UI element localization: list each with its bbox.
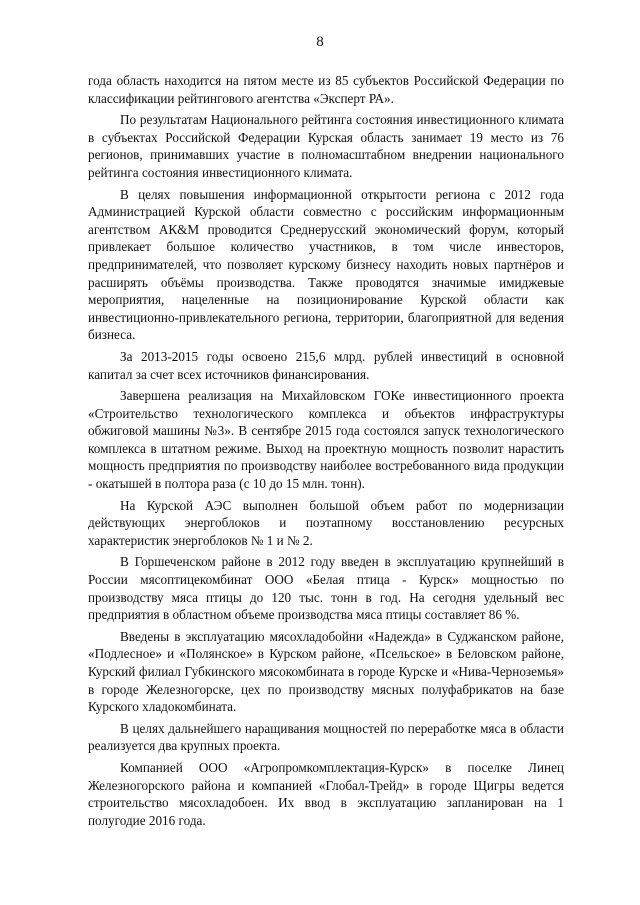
paragraph-kursk-npp: На Курской АЭС выполнен большой объем работ по модернизации действующих энергоблоков и поэтапному восстановлению ресурсных характеристик энергоблоков № 1 и № 2. bbox=[88, 497, 564, 548]
paragraph-ranking-expert: года область находится на пятом месте из 85 субъектов Российской Федерации по классификации рейтингового агентства «Эксперт РА». bbox=[88, 73, 564, 106]
paragraph-national-rating: По результатам Национального рейтинга состояния инвестиционного климата в субъектах Российской Федерации Курская область занимает 19 место из 76 регионов, принимавших участие в полномасштабном внедрении национального рейтинга состояния инвестиционного климата. bbox=[88, 112, 564, 180]
paragraph-economic-forum: В целях повышения информационной открытости региона с 2012 года Администрацией Курской области совместно с российским информационным агентством АК&М проводится Среднерусский экономический форум, который привлекает большое количество участников, в том числе инвесторов, предпринимателей, что позволяет курскому бизнесу находить новых партнёров и расширять объёмы производства. Также проводятся значимые имиджевые мероприятия, нацеленные на позиционирование Курской области как инвестиционно-привлекательного региона, территории, благоприятной для ведения бизнеса. bbox=[88, 186, 564, 343]
paragraph-meat-processing: В целях дальнейшего наращивания мощностей по переработке мяса в области реализуется два крупных проекта. bbox=[88, 720, 564, 754]
page-number: 8 bbox=[316, 34, 324, 50]
paragraph-poultry-plant: В Горшеченском районе в 2012 году введен в эксплуатацию крупнейший в России мясоптицекомбинат ООО «Белая птица - Курск» мощностью по производству мяса птицы до 120 тыс. тонн в год. На сегодня удельный вес предприятия в областном объеме производства мяса птицы составляет 86 %. bbox=[88, 554, 564, 623]
paragraph-slaughterhouses: Введены в эксплуатацию мясохладобойни «Надежда» в Суджанском районе, «Подлесное» и «Полянское» в Курском районе, «Псельское» в Беловском районе, Курский филиал Губкинского мясокомбината в городе Курске и «Нива-Черноземья» в городе Железногорске, цех по производству мясных полуфабрикатов на базе Курского хладокомбината. bbox=[88, 628, 564, 715]
paragraph-mikhailovsky-gok: Завершена реализация на Михайловском ГОКе инвестиционного проекта «Строительство технологического комплекса и объектов инфраструктуры обжиговой машины №3». В сентябре 2015 года состоялся запуск технологического комплекса в штатном режиме. Выход на проектную мощность позволит нарастить мощность предприятия по производству наиболее востребованного вида продукции - окатышей в полтора раза (с 10 до 15 млн. тонн). bbox=[88, 388, 564, 492]
paragraph-investments: За 2013-2015 годы освоено 215,6 млрд. рублей инвестиций в основной капитал за счет всех источников финансирования. bbox=[88, 348, 564, 382]
paragraph-new-projects: Компанией ООО «Агропромкомплектация-Курск» в поселке Линец Железногорского района и компанией «Глобал-Трейд» в городе Щигры ведется строительство мясохладобоен. Их ввод в эксплуатацию запланирован на 1 полугодие 2016 года. bbox=[88, 759, 564, 828]
page-body bbox=[88, 72, 564, 829]
